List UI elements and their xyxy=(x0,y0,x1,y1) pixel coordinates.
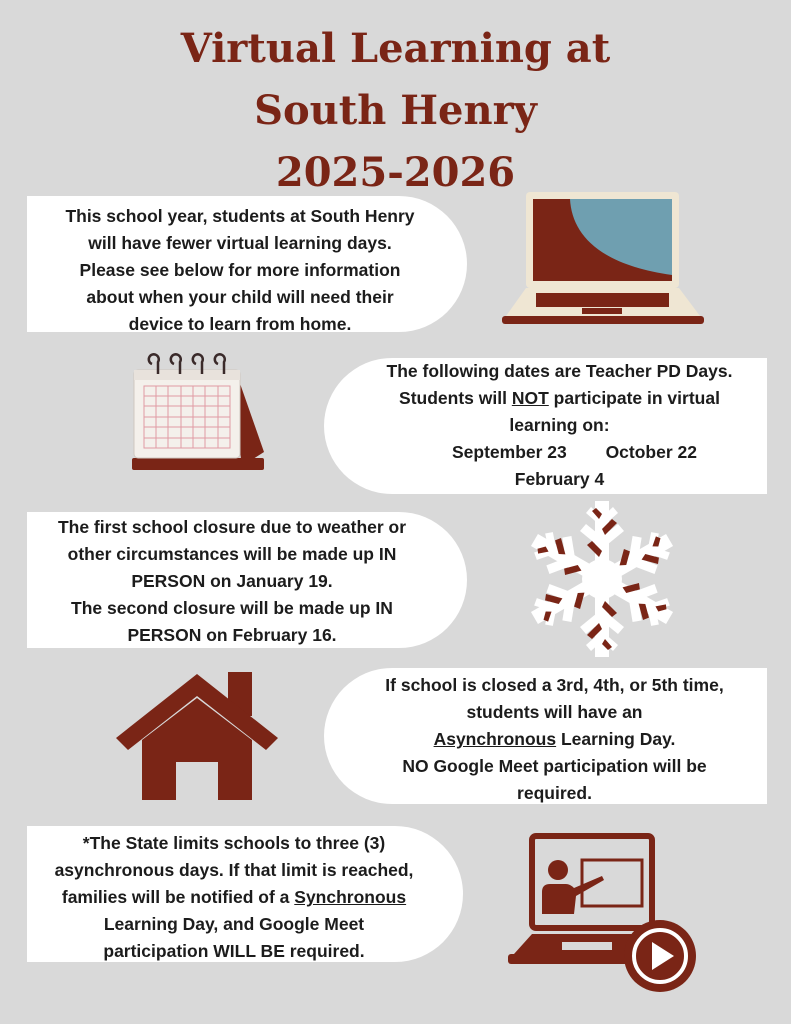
info-box-asynchronous xyxy=(324,668,767,804)
title-line-1: Virtual Learning at xyxy=(180,25,611,72)
sync-word: Synchronous xyxy=(294,887,407,907)
title-line-3: 2025-2026 xyxy=(275,149,516,196)
pd-intro-not: NOT xyxy=(511,388,549,408)
async-line-2-post: Learning Day. xyxy=(556,729,676,749)
page-title xyxy=(0,18,791,204)
snowflake-icon xyxy=(526,496,678,662)
info-box-fewer-days xyxy=(27,196,467,332)
async-line-3: NO Google Meet participation will be required. xyxy=(402,756,707,803)
async-line-2 xyxy=(372,726,737,753)
title-line-2: South Henry xyxy=(254,87,537,134)
async-line-1: If school is closed a 3rd, 4th, or 5th time, students will have an xyxy=(385,675,724,722)
calendar-icon xyxy=(128,352,268,474)
pd-days-intro xyxy=(372,358,747,439)
pd-date-1: September 23 xyxy=(452,442,567,462)
state-limit-pre: *The State limits schools to three (3) asynchronous days. If that limit is reached, families will be notified of a xyxy=(54,833,414,907)
pd-dates-row xyxy=(372,439,747,466)
fewer-days-text: This school year, students at South Henry will have fewer virtual learning days. Please see below for more information about when your child will need their device to learn from home. xyxy=(65,206,415,334)
pd-date-3: February 4 xyxy=(514,469,605,489)
closure-first-text: The first school closure due to weather or other circumstances will be made up IN PERSON on January 19. xyxy=(57,517,407,591)
pd-date-2: October 22 xyxy=(605,442,697,462)
online-teacher-icon xyxy=(506,830,700,994)
state-limit-post: Learning Day, and Google Meet participation WILL BE required. xyxy=(103,914,365,961)
pd-intro-post: participate in virtual learning on: xyxy=(509,388,720,435)
closure-second-text: The second closure will be made up IN PERSON on February 16. xyxy=(71,598,393,645)
pd-intro-pre: The following dates are Teacher PD Days. Students will xyxy=(386,361,733,408)
info-box-closures xyxy=(27,512,467,648)
async-word: Asynchronous xyxy=(433,729,557,749)
info-box-pd-days xyxy=(324,358,767,494)
laptop-icon xyxy=(500,190,705,330)
house-icon xyxy=(114,668,280,802)
info-box-state-limit xyxy=(27,826,463,962)
state-limit-text xyxy=(49,830,419,965)
